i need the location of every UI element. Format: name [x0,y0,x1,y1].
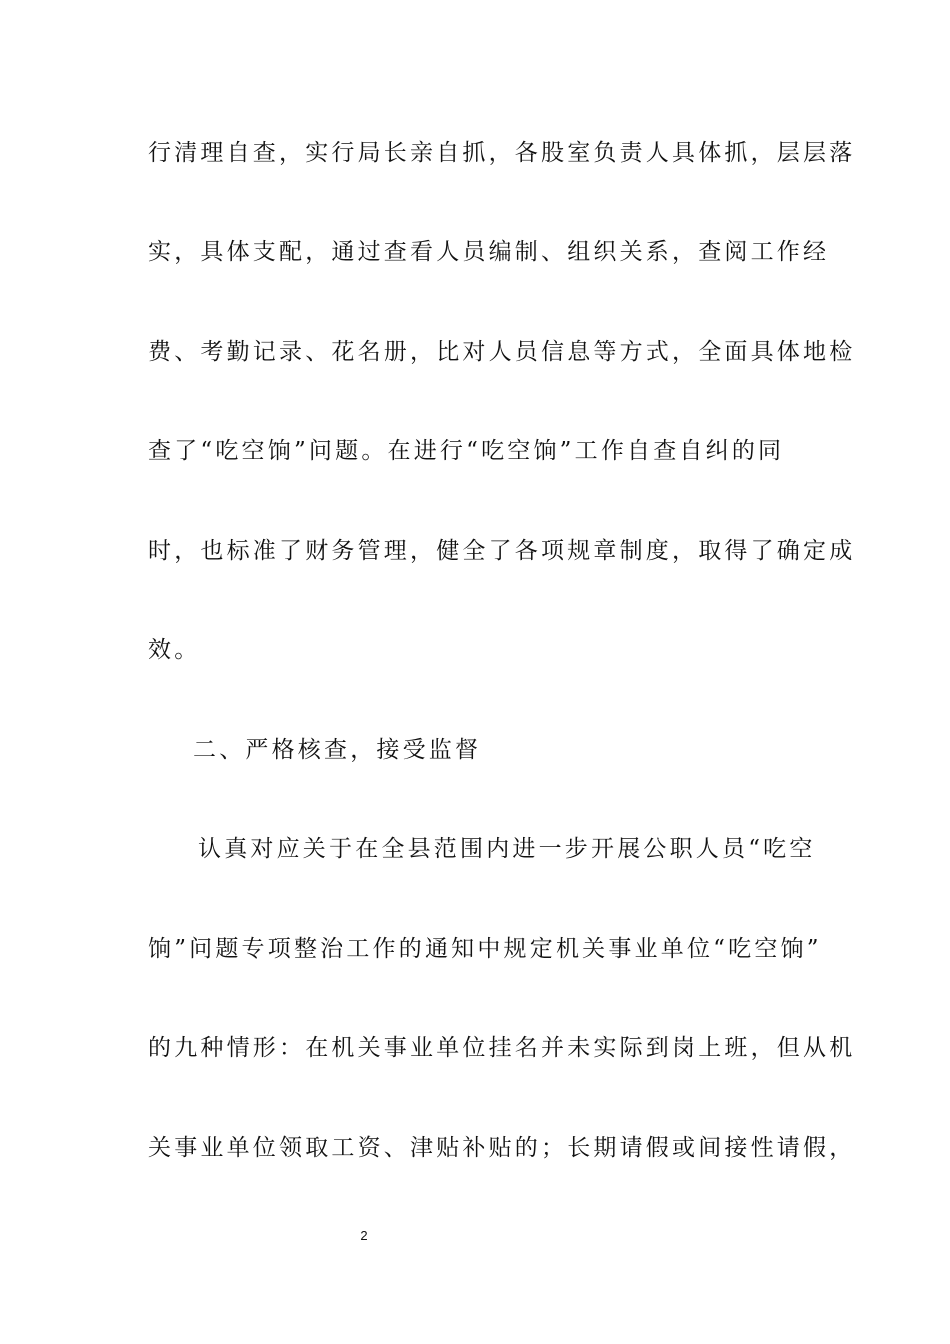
paragraph-line: 饷”问题专项整治工作的通知中规定机关事业单位“吃空饷” [148,936,822,962]
paragraph-line: 时，也标准了财务管理，健全了各项规章制度，取得了确定成 [148,538,856,564]
paragraph-line: 查了“吃空饷”问题。在进行“吃空饷”工作自查自纠的同 [148,438,785,464]
section-heading: 二、严格核查，接受监督 [193,737,482,763]
paragraph-line: 的九种情形：在机关事业单位挂名并未实际到岗上班，但从机 [148,1035,856,1061]
paragraph-line: 认真对应关于在全县范围内进一步开展公职人员“吃空 [198,836,816,862]
paragraph-line: 效。 [148,637,201,663]
paragraph-line: 行清理自查，实行局长亲自抓，各股室负责人具体抓，层层落 [148,140,856,166]
paragraph-line: 实，具体支配，通过查看人员编制、组织关系，查阅工作经 [148,239,830,265]
paragraph-line: 关事业单位领取工资、津贴补贴的；长期请假或间接性请假， [148,1135,856,1161]
paragraph-line: 费、考勤记录、花名册，比对人员信息等方式，全面具体地检 [148,339,856,365]
page-number: 2 [360,1228,368,1243]
